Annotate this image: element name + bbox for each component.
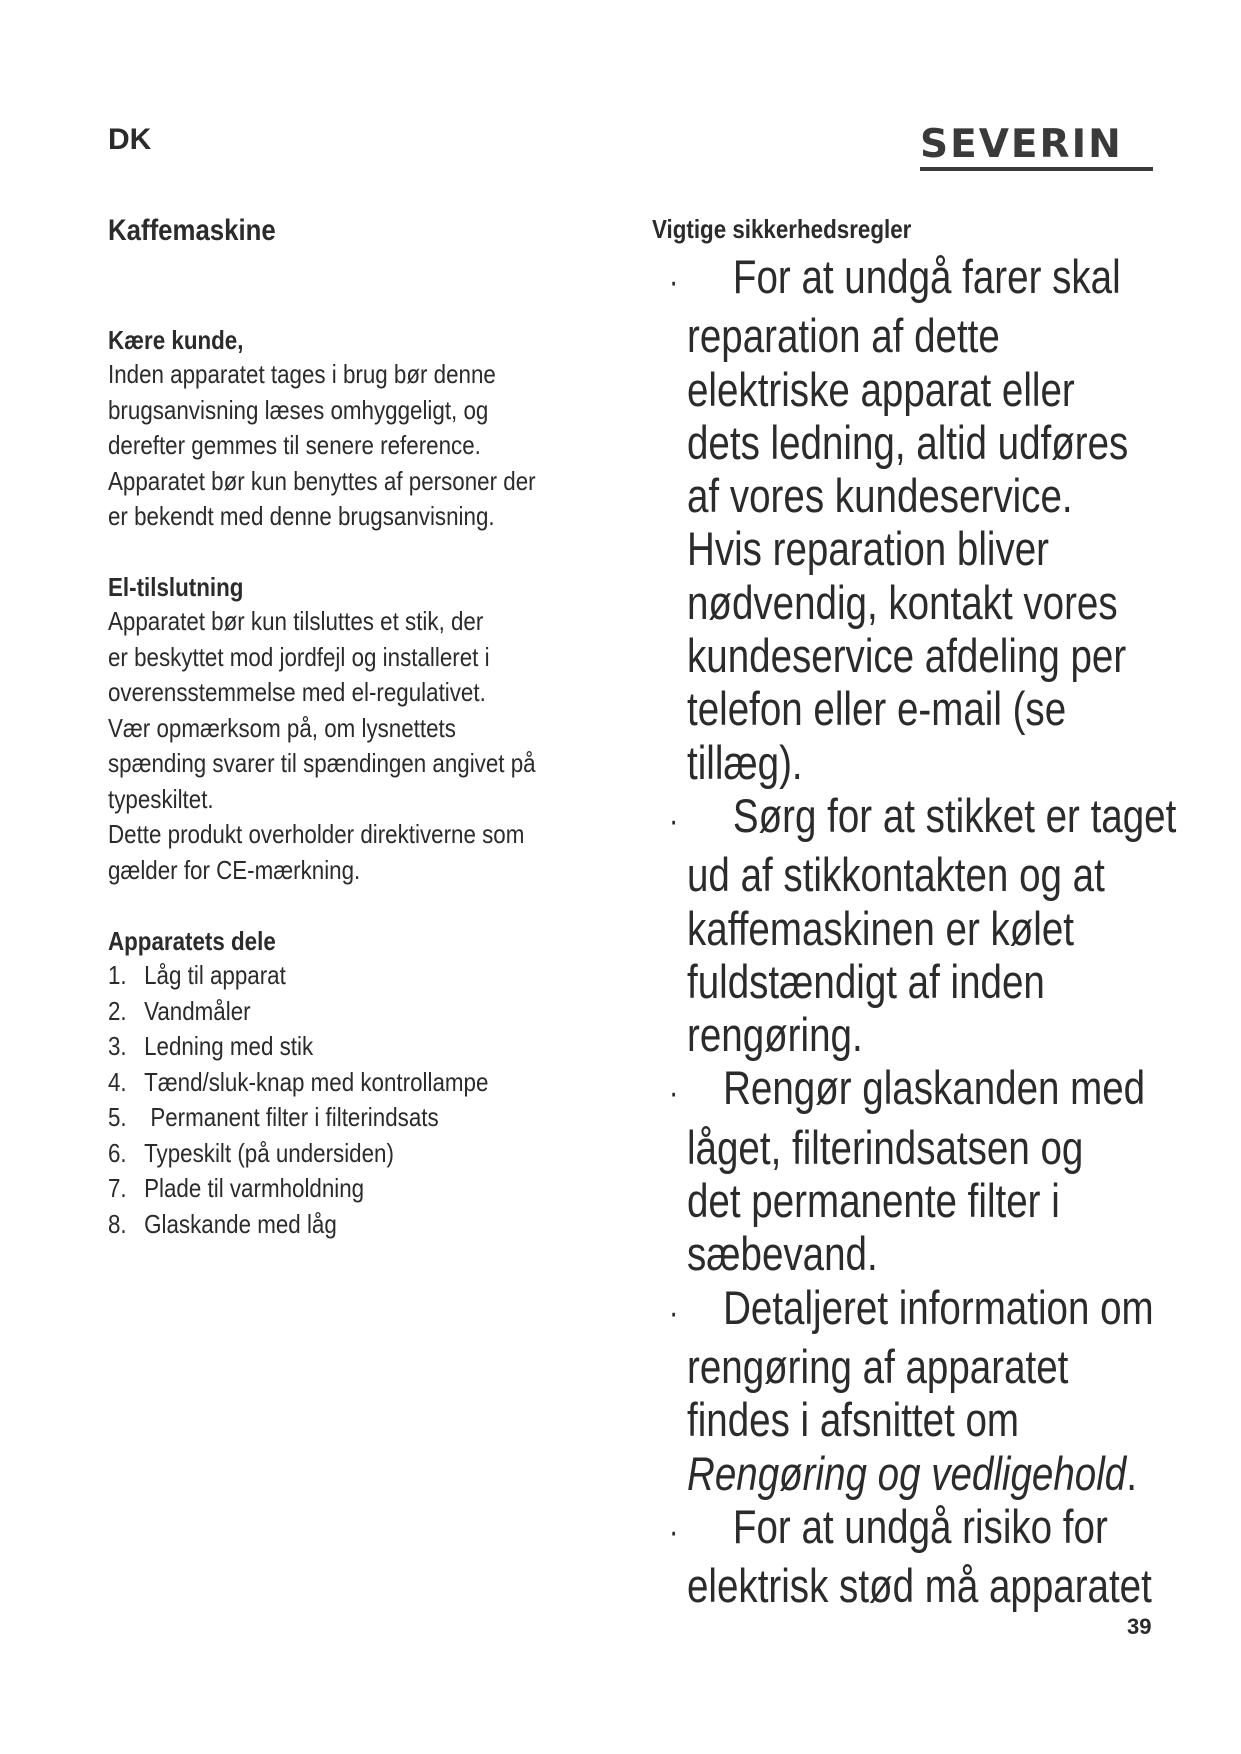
text-line: gælder for CE-mærkning.: [108, 854, 361, 885]
language-code: DK: [108, 123, 152, 156]
text-line: elektriske apparat eller: [687, 362, 1075, 416]
text-line: · Detaljeret information om: [668, 1280, 1154, 1334]
text-line: dets ledning, altid udføres: [687, 415, 1129, 469]
list-item: 7. Plade til varmholdning: [108, 1173, 365, 1203]
electrical-section: [108, 570, 605, 888]
section-reference: Rengøring og vedligehold: [687, 1446, 1127, 1500]
text-line: derefter gemmes til senere reference.: [108, 430, 481, 460]
list-item: 4. Tænd/sluk-knap med kontrollampe: [108, 1066, 489, 1097]
text-line: elektrisk stød må apparatet: [687, 1559, 1152, 1613]
text-line: Rengøring og vedligehold.: [687, 1446, 1137, 1500]
text-line: · Sørg for at stikket er taget: [668, 788, 1177, 842]
text-line: ud af stikkontakten og at: [687, 848, 1105, 902]
page-title: Kaffemaskine: [108, 214, 276, 247]
text-line: findes i afsnittet om: [687, 1393, 1020, 1447]
list-item: 2. Vandmåler: [108, 995, 251, 1026]
list-item: 6. Typeskilt (på undersiden): [108, 1137, 394, 1168]
parts-list: [108, 958, 550, 1242]
text-line: telefon eller e-mail (se: [687, 682, 1067, 736]
text-line: af vores kundeservice.: [687, 469, 1073, 523]
text-line: Hvis reparation bliver: [687, 522, 1049, 576]
section-heading: Kære kunde,: [108, 325, 244, 355]
text-line: er bekendt med denne brugsanvisning.: [108, 501, 495, 531]
text-line: det permanente filter i: [687, 1174, 1060, 1228]
list-item: 3. Ledning med stik: [108, 1031, 314, 1061]
page-number: 39: [1127, 1614, 1152, 1639]
text-line: Apparatet bør kun benyttes af personer der: [108, 465, 536, 496]
safety-heading: Vigtige sikkerhedsregler: [652, 214, 912, 244]
text-line: Dette produkt overholder direktiverne som: [108, 819, 525, 849]
brand-logo: [920, 124, 1158, 174]
list-item: 1. Låg til apparat: [108, 960, 286, 990]
text-line: · Rengør glaskanden med: [668, 1061, 1146, 1115]
text-line: spænding svarer til spændingen angivet på: [108, 748, 536, 778]
safety-rules: [668, 250, 1241, 1613]
text-line: reparation af dette: [687, 309, 1000, 363]
text-line: brugsanvisning læses omhyggeligt, og: [108, 394, 489, 425]
brand-name: SEVERIN: [920, 122, 1123, 167]
parts-section: [108, 924, 550, 1242]
text-line: Apparatet bør kun tilsluttes et stik, der: [108, 606, 484, 636]
text-line: fuldstændigt af inden: [687, 954, 1045, 1008]
logo-underline: [920, 167, 1153, 171]
text-line: nødvendig, kontakt vores: [687, 575, 1118, 629]
text-line: Vær opmærksom på, om lysnettets: [108, 712, 456, 743]
intro-section: [108, 323, 605, 535]
section-heading: Apparatets dele: [108, 926, 276, 956]
list-item: 8. Glaskande med låg: [108, 1208, 337, 1239]
list-item: 5. Permanent filter i filterindsats: [108, 1102, 439, 1132]
text-line: Inden apparatet tages i brug bør denne: [108, 359, 496, 389]
text-line: kaffemaskinen er kølet: [687, 901, 1075, 955]
text-line: kundeservice afdeling per: [687, 629, 1127, 683]
text-line: · For at undgå farer skal: [668, 250, 1121, 303]
text-line: låget, filterindsatsen og: [687, 1120, 1084, 1174]
text-line: tillæg).: [687, 735, 803, 789]
section-heading: El-tilslutning: [108, 572, 244, 602]
text-line: typeskiltet.: [108, 783, 214, 814]
text-line: overensstemmelse med el-regulativet.: [108, 677, 486, 707]
text-line: rengøring af apparatet: [687, 1339, 1069, 1393]
text-line: · For at undgå risiko for: [668, 1499, 1108, 1553]
text-line: sæbevand.: [687, 1227, 878, 1281]
text-line: rengøring.: [687, 1008, 863, 1062]
text-line: er beskyttet mod jordfejl og installeret i: [108, 641, 490, 672]
